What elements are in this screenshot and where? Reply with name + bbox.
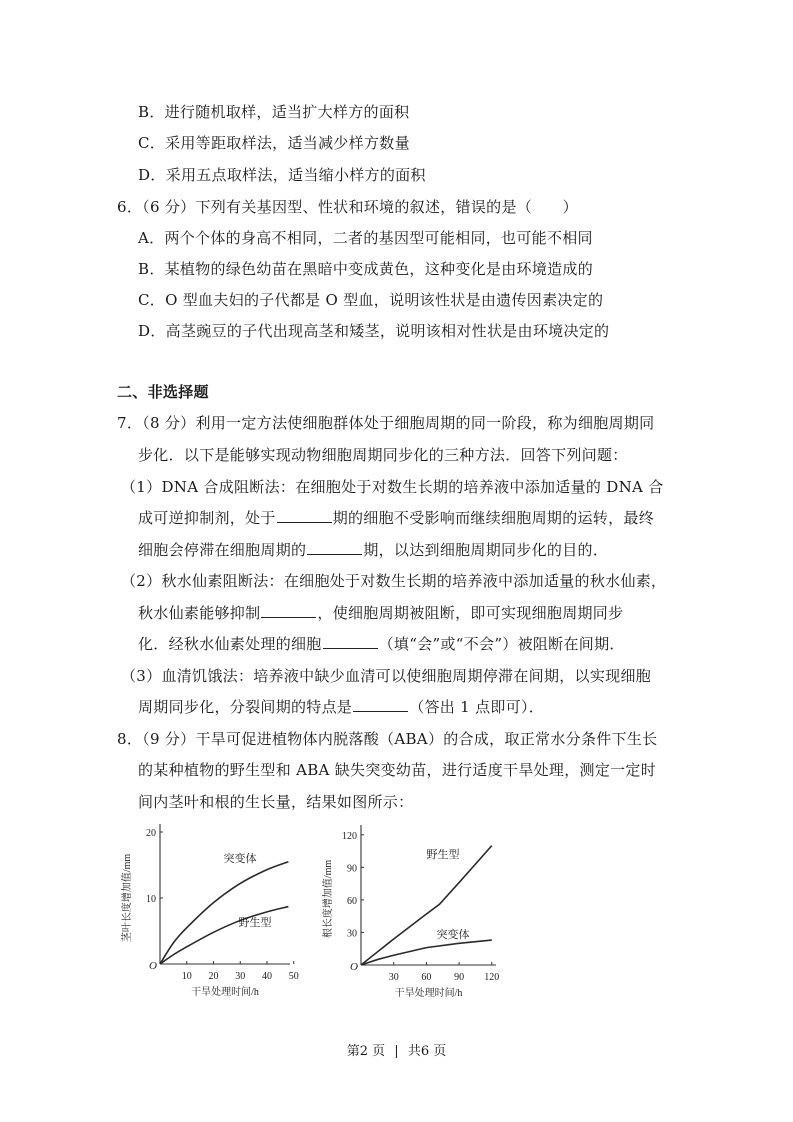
q7-part2-line1: （2）秋水仙素阻断法：在细胞处于对数生长期的培养液中添加适量的秋水仙素， (121, 572, 667, 590)
text: 成可逆抑制剂，处于 (138, 509, 276, 527)
x-axis-label: 干旱处理时间/h (394, 988, 463, 999)
y-axis-label: 茎叶长度增加值/mm (122, 853, 133, 943)
series-label: 野生型 (238, 917, 272, 929)
q7-part1-line2 (138, 508, 654, 528)
option-label: D． (138, 166, 166, 184)
option-label: C． (138, 291, 166, 309)
option-text: 进行随机取样，适当扩大样方的面积 (164, 103, 410, 121)
x-tick-label: 10 (181, 971, 192, 982)
section-title: 二、非选择题 (117, 383, 209, 401)
answer-blank[interactable] (323, 634, 378, 649)
text: 细胞会停滞在细胞周期的 (138, 541, 307, 559)
q7-stem-line1: 7．（8 分）利用一定方法使细胞群体处于细胞周期的同一阶段，称为细胞周期同 (117, 414, 655, 432)
x-tick-label: 30 (235, 971, 246, 982)
option-text: 采用等距取样法，适当减少样方数量 (165, 134, 410, 152)
q7-part1-line1: （1）DNA 合成阻断法：在细胞处于对数生长期的培养液中添加适量的 DNA 合 (121, 478, 664, 496)
option-text: 高茎豌豆的子代出现高茎和矮茎，说明该相对性状是由环境决定的 (165, 322, 610, 340)
y-tick-label: 20 (146, 828, 156, 839)
x-tick-label: 60 (421, 972, 432, 983)
q7-part3-line1: （3）血清饥饿法：培养液中缺少血清可以使细胞周期停滞在间期，以实现细胞 (121, 667, 652, 685)
series-label: 突变体 (436, 929, 470, 941)
q7-part3-line2 (138, 697, 544, 717)
x-tick-label: 120 (484, 972, 500, 983)
footer-separator: | (394, 1044, 399, 1059)
q8-line2: 的某种植物的野生型和 ABA 缺失突变幼苗，进行适度干旱处理，测定一定时 (138, 761, 657, 779)
text: （填“会”或“不会”）被阻断在间期． (378, 635, 625, 653)
x-tick-label: 30 (388, 972, 399, 983)
option-text: 某植物的绿色幼苗在黑暗中变成黄色，这种变化是由环境造成的 (164, 260, 594, 278)
x-tick-label: 40 (262, 971, 272, 982)
option-label: B． (138, 260, 165, 278)
text: ，使细胞周期被阻断，即可实现细胞周期同步 (317, 604, 624, 622)
x-tick-label: 90 (454, 972, 465, 983)
x-tick-label: 50 (288, 971, 299, 982)
chart-root-growth (315, 820, 515, 1000)
q6-stem: 6．（6 分）下列有关基因型、性状和环境的叙述，错误的是（ ） (117, 198, 578, 216)
q6-option-d (138, 321, 609, 341)
q6-option-b (138, 259, 593, 279)
q7-part2-line2 (138, 603, 623, 623)
x-tick-label: 20 (208, 971, 219, 982)
q5-option-b (138, 102, 409, 122)
series-line-a (160, 862, 288, 964)
q5-option-d (138, 165, 426, 185)
option-text: 采用五点取样法，适当缩小样方的面积 (165, 166, 426, 184)
q8-line3: 间内茎叶和根的生长量，结果如图所示： (138, 793, 414, 811)
y-tick-label: 30 (347, 928, 357, 940)
q7-part1-line3 (138, 540, 608, 560)
chart-root-svg (315, 820, 515, 1000)
q7-stem-line2: 步化．以下是能够实现动物细胞周期同步化的三种方法．回答下列问题： (138, 446, 628, 464)
answer-blank[interactable] (261, 603, 316, 618)
option-label: D． (138, 322, 166, 340)
series-label: 突变体 (223, 853, 257, 865)
y-axis-label: 根长度增加值/mm (323, 859, 334, 939)
origin-label: O (350, 961, 358, 973)
chart-stem-leaf-svg (115, 820, 315, 1000)
q5-option-c (138, 133, 410, 153)
page-number: 第2 页 (346, 1044, 386, 1059)
answer-blank[interactable] (353, 697, 408, 712)
text: 秋水仙素能够抑制 (138, 604, 261, 622)
y-tick-label: 90 (347, 863, 357, 875)
answer-blank[interactable] (277, 508, 332, 523)
option-label: B． (138, 103, 165, 121)
x-axis-label: 干旱处理时间/h (191, 987, 259, 998)
y-tick-label: 10 (146, 894, 156, 905)
text: 周期同步化，分裂间期的特点是 (138, 698, 353, 716)
page-total: 共6 页 (407, 1044, 447, 1059)
q8-line1: 8．（9 分）干旱可促进植物体内脱落酸（ABA）的合成，取正常水分条件下生长 (117, 730, 658, 748)
q6-option-a (138, 228, 593, 248)
option-label: A． (138, 229, 165, 247)
answer-blank[interactable] (307, 540, 362, 555)
series-label: 野生型 (426, 849, 460, 861)
q6-option-c (138, 290, 603, 310)
y-tick-label: 60 (347, 895, 357, 907)
page-footer (0, 1040, 793, 1059)
origin-label: O (149, 960, 157, 972)
series-line-b (361, 940, 492, 965)
chart-stem-leaf-growth (115, 820, 315, 1000)
y-tick-label: 120 (342, 830, 357, 842)
text: 期，以达到细胞周期同步化的目的． (363, 541, 609, 559)
option-text: O 型血夫妇的子代都是 O 型血，说明该性状是由遗传因素决定的 (165, 291, 604, 309)
option-label: C． (138, 134, 166, 152)
q7-part2-line3 (138, 634, 625, 654)
text: （答出 1 点即可）． (409, 698, 545, 716)
text: 期的细胞不受影响而继续细胞周期的运转，最终 (332, 509, 655, 527)
option-text: 两个个体的身高不相同，二者的基因型可能相同，也可能不相同 (164, 229, 593, 247)
text: 化．经秋水仙素处理的细胞 (138, 635, 322, 653)
